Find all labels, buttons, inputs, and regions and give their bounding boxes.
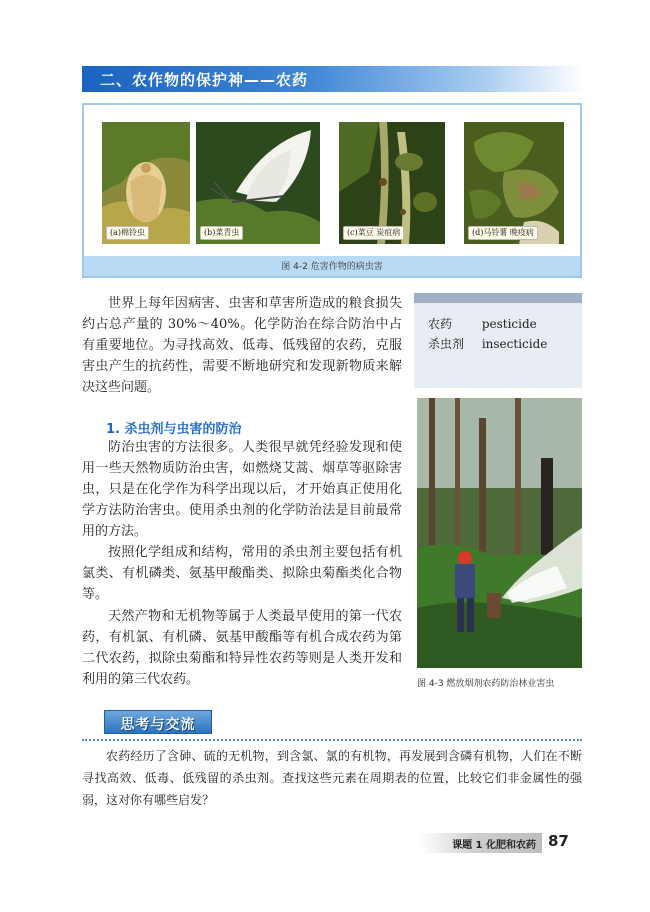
glossary-english: pesticide	[481, 317, 537, 331]
section-title: 二、农作物的保护神——农药	[100, 71, 309, 89]
glossary-row	[428, 315, 537, 332]
paragraph: 防治虫害的方法很多。人类很早就凭经验发现和使用一些天然物质防治虫害，如燃烧艾蒿、烟草等驱除害虫，只是在化学作为科学出现以后，才开始真正使用化学方法防治害虫。使用杀虫剂的化学防治法是目前最常用的方法。	[82, 440, 402, 539]
think-paragraph: 农药经历了含砷、硫的无机物，到含氯、氯的有机物，再发展到含磷有机物，人们在不断寻找高效、低毒、低残留的杀虫剂。查找这些元素在周期表的位置，比较它们非金属性的强弱，这对你有哪些启发？	[82, 749, 582, 807]
moth-photo	[102, 122, 190, 244]
butterfly-photo	[196, 122, 320, 244]
potato-leaf-photo	[464, 122, 564, 244]
glossary-box	[414, 293, 582, 388]
figure-caption-bar	[84, 256, 580, 276]
photo-label-d: (d)马铃薯 晚疫病	[468, 226, 538, 240]
footer-topic: 课题 1 化肥和农药	[452, 840, 536, 851]
figure-4-2-caption: 图 4-2 危害作物的病虫害	[281, 262, 383, 272]
subsection-heading: 1. 杀虫剂与虫害的防治	[106, 422, 242, 437]
footer-topic-bar	[420, 833, 542, 853]
forest-smoke-photo	[417, 398, 582, 668]
think-and-discuss-label: 思考与交流	[120, 717, 196, 733]
photo-label-a: (a)棉铃虫	[106, 226, 149, 240]
photo-label-c: (c)菜豆 炭疽病	[343, 226, 404, 240]
bean-photo	[339, 122, 445, 244]
figure-4-2	[82, 103, 582, 278]
figure-4-3-caption: 图 4-3 燃放烟剂农药防治林业害虫	[417, 679, 555, 689]
glossary-english: insecticide	[481, 337, 548, 351]
photo-label-b: (b)菜青虫	[200, 226, 243, 240]
glossary-header-strip	[414, 293, 582, 303]
think-and-discuss-badge	[104, 710, 212, 734]
glossary-term: 杀虫剂	[428, 337, 465, 351]
section-header-bar	[82, 66, 584, 92]
paragraph: 按照化学组成和结构，常用的杀虫剂主要包括有机氯类、有机磷类、氨基甲酸酯类、拟除虫菊酯类化合物等。	[82, 545, 402, 602]
paragraph: 天然产物和无机物等属于人类最早使用的第一代农药，有机氯、有机磷、氨基甲酸酯等有机合成农药为第二代农药，拟除虫菊酯和特异性农药等则是人类开发和利用的第三代农药。	[82, 609, 402, 687]
glossary-term: 农药	[428, 317, 453, 331]
dotted-divider	[82, 739, 582, 741]
page-number: 87	[548, 832, 569, 850]
glossary-row	[428, 335, 547, 352]
intro-paragraph: 世界上每年因病害、虫害和草害所造成的粮食损失约占总产量的 30%～40%。化学防治在综合防治中占有重要地位。为寻找高效、低毒、低残留的农药，克服害虫产生的抗药性，需要不断地研究和发现新物质来解决这些问题。	[82, 296, 402, 395]
